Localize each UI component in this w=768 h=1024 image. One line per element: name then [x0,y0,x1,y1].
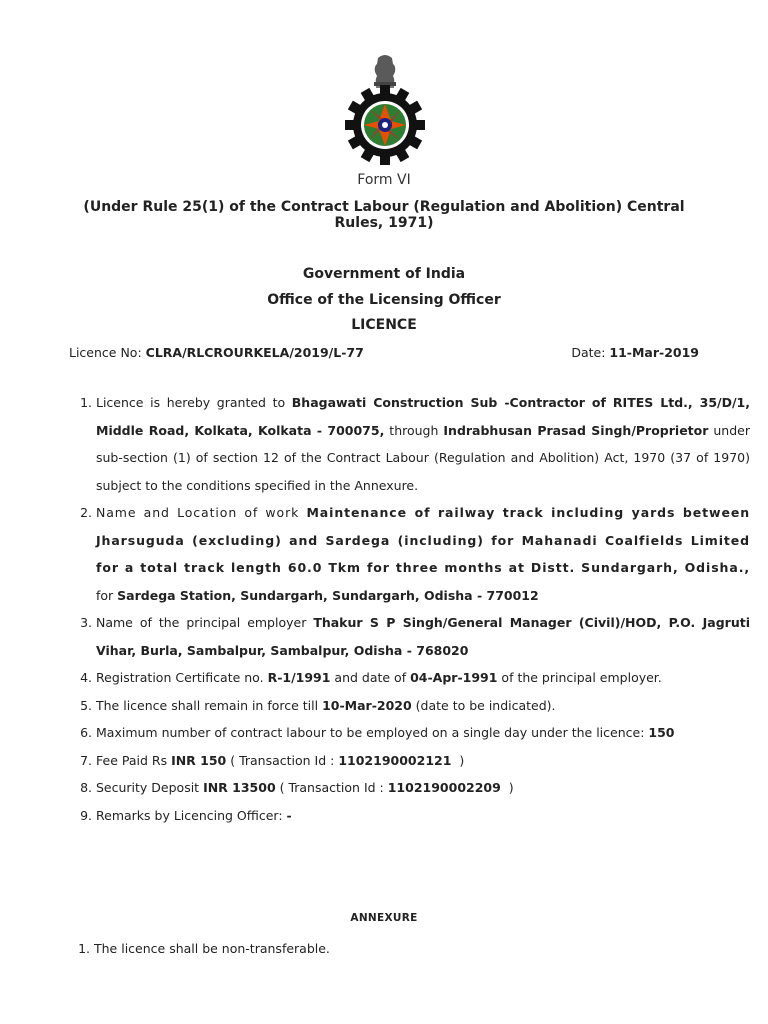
list-item [96,747,750,775]
deposit-transaction-id: 1102190002209 [387,780,501,795]
max-labour-count: 150 [648,725,675,740]
licence-heading: LICENCE [351,317,417,333]
date-label: Date: [571,345,610,360]
office-name: Office of the Licensing Officer [267,292,501,308]
list-item [96,609,750,664]
date-value: 11-Mar-2019 [609,345,699,360]
list-item [96,389,750,499]
deposit-amount: INR 13500 [203,780,276,795]
fee-transaction-id: 1102190002121 [338,752,452,768]
proprietor-name: Indrabhusan Prasad Singh/Proprietor [443,422,709,438]
validity-date: 10-Mar-2020 [322,697,412,713]
item-text: (date to be indicated). [411,697,556,713]
work-location: Sardega Station, Sundargarh, Sundargarh, Odisha - 770012 [117,587,539,603]
annexure-condition: 1. The licence shall be non-transferable. [94,940,744,958]
item-text: Registration Certificate no. [96,670,268,685]
contractor-name: Bhagawati Construction Sub -Contractor of RITES Ltd., 35/D/1, Middle Road, Kolkata, Kolkata - 700075, [96,395,750,438]
list-item [96,774,750,802]
annexure-heading: ANNEXURE [350,912,418,924]
remarks-value: - [286,807,292,823]
licence-date [571,345,699,360]
item-text: Name and Location of work [96,505,307,520]
item-text: The licence shall remain in force till [96,697,323,713]
licence-no-value: CLRA/RLCROURKELA/2019/L-77 [145,345,364,360]
lion-capital-icon [374,55,396,88]
list-item [96,692,750,720]
item-text: under sub-section (1) of section 12 of the Contract Labour (Regulation and Abolition) Act, 1970 (37 of 1970) subject to the conditions specified in the Annexure. [96,422,750,493]
item-text: Remarks by Licencing Officer: [96,807,287,823]
principal-employer: Thakur S P Singh/General Manager (Civil)/HOD, P.O. Jagruti Vihar, Burla, Sambalpur, Sambalpur, Odisha - 768020 [96,615,750,658]
item-text: of the principal employer. [497,670,662,685]
licence-terms-list [59,389,750,829]
item-text: Name of the principal employer [96,615,314,630]
licence-no-label: Licence No: [69,345,146,360]
annexure-list [58,940,744,958]
list-item [96,719,750,747]
item-text: through [384,422,444,438]
item-text: Security Deposit [96,780,204,795]
item-text: ) [451,752,465,768]
list-item [96,802,750,830]
emblem-gear-icon [340,52,430,167]
government-name: Government of India [302,266,466,282]
item-text: Licence is hereby granted to [96,395,292,410]
licence-number-row [69,345,699,360]
item-text: Fee Paid Rs [96,752,172,768]
form-name: Form VI [357,172,411,188]
item-text: ( Transaction Id : [275,780,388,795]
rule-title: (Under Rule 25(1) of the Contract Labour (Regulation and Abolition) Central Rules, 1971) [83,199,685,231]
fee-amount: INR 150 [171,752,227,768]
registration-date: 04-Apr-1991 [410,670,498,685]
item-text: ) [500,780,514,795]
gear-icon [345,85,425,165]
work-description: Maintenance of railway track including yards between Jharsuguda (excluding) and Sardega (including) for Mahanadi Coalfields Limited for a total track length 60.0 Tkm for three months at Distt. Sundargarh, Odisha., [96,505,751,575]
list-item [96,664,750,692]
item-text: ( Transaction Id : [226,752,339,768]
item-text: and date of [330,670,411,685]
list-item [96,499,750,609]
item-text: for [96,587,118,603]
government-emblem [340,52,430,167]
item-text: Maximum number of contract labour to be employed on a single day under the licence: [96,725,649,740]
registration-number: R-1/1991 [267,670,331,685]
